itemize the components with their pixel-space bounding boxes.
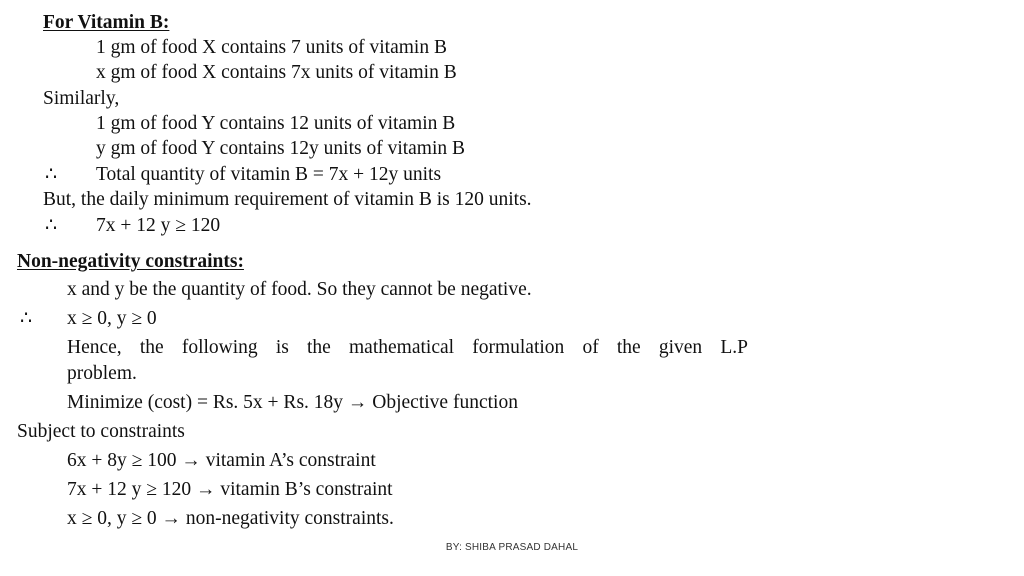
objective-function: Minimize (cost) = Rs. 5x + Rs. 18y → Objective function	[67, 392, 518, 413]
similarly-text: Similarly,	[43, 88, 120, 109]
non-negativity-line-1: x and y be the quantity of food. So they cannot be negative.	[67, 279, 532, 300]
non-negativity-inequality: x ≥ 0, y ≥ 0	[67, 308, 157, 329]
therefore-symbol: ∴	[45, 164, 58, 185]
vitamin-b-inequality: 7x + 12 y ≥ 120	[96, 215, 221, 236]
vitamin-b-line-3: 1 gm of food Y contains 12 units of vitamin B	[96, 113, 456, 134]
vitamin-b-heading: For Vitamin B:	[43, 12, 170, 33]
therefore-symbol: ∴	[45, 215, 58, 236]
hence-text: Hence, the following is the mathematical formulation of the given L.P	[67, 337, 748, 358]
vitamin-b-requirement: But, the daily minimum requirement of vitamin B is 120 units.	[43, 189, 532, 210]
vitamin-b-line-1: 1 gm of food X contains 7 units of vitamin B	[96, 37, 447, 58]
vitamin-b-line-2: x gm of food X contains 7x units of vitamin B	[96, 62, 457, 83]
footer-author: BY: SHIBA PRASAD DAHAL	[445, 542, 579, 553]
constraint-vitamin-b: 7x + 12 y ≥ 120 → vitamin B’s constraint	[67, 479, 393, 500]
constraint-vitamin-a: 6x + 8y ≥ 100 → vitamin A’s constraint	[67, 450, 376, 471]
problem-text: problem.	[67, 363, 137, 384]
vitamin-b-total: Total quantity of vitamin B = 7x + 12y units	[96, 164, 442, 185]
constraints-heading: Subject to constraints	[17, 421, 185, 442]
constraint-non-negativity: x ≥ 0, y ≥ 0 → non-negativity constraints.	[67, 508, 394, 529]
therefore-symbol: ∴	[20, 308, 33, 329]
vitamin-b-line-4: y gm of food Y contains 12y units of vitamin B	[96, 138, 466, 159]
non-negativity-heading: Non-negativity constraints:	[17, 251, 244, 272]
